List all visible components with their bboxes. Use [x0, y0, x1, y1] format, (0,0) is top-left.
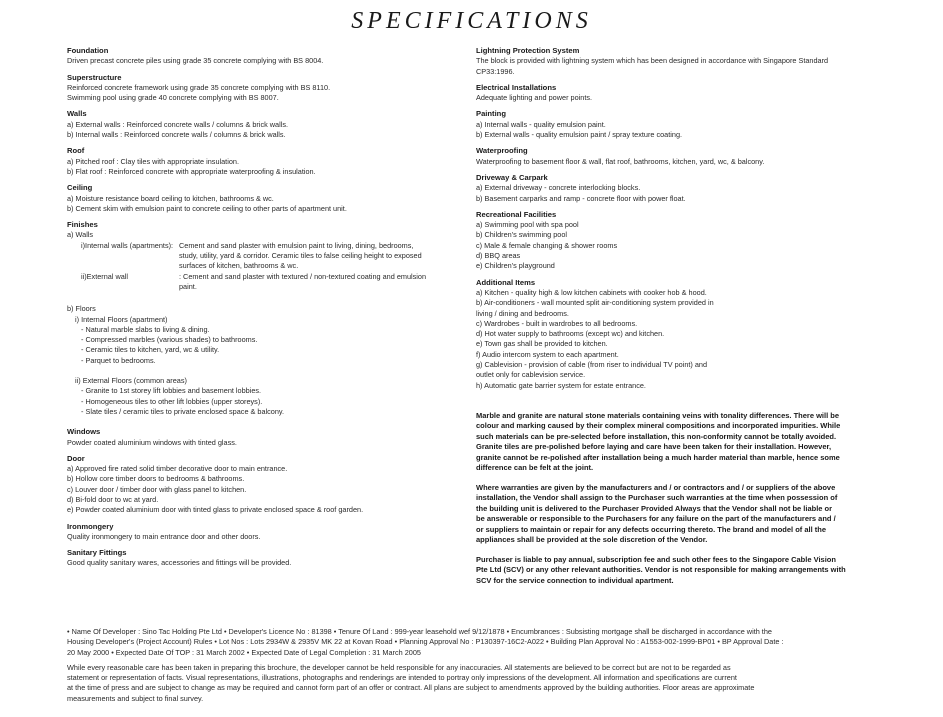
spec-line: Driven precast concrete piles using grade 35 concrete complying with BS 8004.	[67, 56, 324, 66]
spec-line: b) Internal walls : Reinforced concrete walls / columns & brick walls.	[67, 130, 286, 140]
footer-line: While every reasonable care has been taken in preparing this brochure, the developer cannot be held responsible for any inaccuracies. All statements are believed to be correct but are not to be regarded as	[67, 662, 731, 672]
marble-note	[476, 411, 874, 474]
section-title: Painting	[476, 109, 506, 119]
finish-desc	[179, 241, 467, 272]
section-title: Waterproofing	[476, 146, 528, 156]
note-line: Pte Ltd (SCV) or any other relevant authorities. Vendor is not responsible for making arrangements with	[476, 565, 846, 575]
note-line: granite cannot be re-polished after installation being a much harder material than marble, hence some	[476, 452, 840, 462]
spec-line: b) External walls - quality emulsion paint / spray texture coating.	[476, 130, 683, 140]
note-line: installation, the Vendor shall assign to the Purchaser such warranties at the time when possession of	[476, 493, 838, 503]
list-item: d) BBQ areas	[476, 251, 521, 261]
finishes-section	[67, 220, 467, 417]
spec-line: Quality ironmongery to main entrance door and other doors.	[67, 531, 261, 541]
finish-label: i)Internal walls (apartments):	[81, 240, 174, 250]
section-title: Walls	[67, 109, 87, 119]
list-item: a) Swimming pool with spa pool	[476, 220, 579, 230]
section-title: Finishes	[67, 220, 98, 230]
spec-line: b) Flat roof : Reinforced concrete with appropriate waterproofing & insulation.	[67, 166, 316, 176]
section-title: Superstructure	[67, 72, 122, 82]
recreational-section	[476, 210, 874, 272]
sub-heading: i) Internal Floors (apartment)	[75, 314, 168, 324]
note-line: Where warranties are given by the manufacturers and / or contractors and / or suppliers of the above	[476, 482, 836, 492]
note-line: Granite tiles are pre-polished before laying and care have been taken for their installation. However,	[476, 442, 832, 452]
list-item: g) Cablevision - provision of cable (from riser to individual TV point) and	[476, 360, 708, 370]
footer-line: 20 May 2000 • Expected Date Of TOP : 31 March 2002 • Expected Date of Legal Completion : 31 March 2005	[67, 647, 421, 657]
list-item: e) Town gas shall be provided to kitchen.	[476, 339, 608, 349]
disclaimer	[67, 663, 867, 704]
footer-line: Housing Developer's (Project Account) Rules • Lot Nos : Lots 2934W & 2935V MK 22 at Kovan Road • Planning Approval No : P130397-16C2-A022 • Building Plan Approval No : A1553-002-1999-BP01 • BP Approval Date :	[67, 637, 784, 647]
list-item: b) Children's swimming pool	[476, 230, 568, 240]
list-item: - Granite to 1st storey lift lobbies and basement lobbies.	[81, 386, 262, 396]
spec-line: c) Louver door / timber door with glass panel to kitchen.	[67, 484, 247, 494]
door-section	[67, 454, 467, 516]
section-title: Recreational Facilities	[476, 209, 557, 219]
spec-line: b) Hollow core timber doors to bedrooms & bathrooms.	[67, 474, 245, 484]
list-item: - Compressed marbles (various shades) to bathrooms.	[81, 335, 258, 345]
note-line: Marble and granite are natural stone materials containing veins with tonality differences. There will be	[476, 410, 840, 420]
spec-line: Powder coated aluminium windows with tinted glass.	[67, 437, 237, 447]
spec-line: a) Pitched roof : Clay tiles with appropriate insulation.	[67, 156, 239, 166]
footer-line: statement or representation of facts. Visual representations, illustrations, photographs and renderings are intended to portray only impressions of the development. All information and specifications are current	[67, 673, 737, 683]
list-item: - Slate tiles / ceramic tiles to private enclosed space & balcony.	[81, 406, 285, 416]
finish-row	[67, 272, 467, 293]
foundation-section	[67, 46, 467, 67]
section-title: Driveway & Carpark	[476, 172, 548, 182]
section-title: Additional Items	[476, 277, 536, 287]
section-title: Electrical Installations	[476, 82, 557, 92]
section-title: Windows	[67, 427, 101, 437]
windows-section	[67, 427, 467, 448]
spec-line: a) Moisture resistance board ceiling to kitchen, bathrooms & wc.	[67, 193, 274, 203]
note-line: SCV for the service connection to individual apartment.	[476, 575, 674, 585]
section-title: Door	[67, 453, 85, 463]
note-line: colour and marking caused by their complex mineral compositions and incorporated impurities. While	[476, 421, 841, 431]
spec-line: a) External driveway - concrete interlocking blocks.	[476, 183, 641, 193]
list-item: - Ceramic tiles to kitchen, yard, wc & utility.	[81, 345, 220, 355]
list-item: h) Automatic gate barrier system for estate entrance.	[476, 380, 646, 390]
note-line: difference can be felt at the joint.	[476, 463, 594, 473]
spec-line: Adequate lighting and power points.	[476, 93, 593, 103]
spec-line: b) Basement carparks and ramp - concrete floor with power float.	[476, 193, 686, 203]
additional-section	[476, 278, 874, 391]
spec-line: paint.	[179, 281, 197, 291]
spec-line: a) External walls : Reinforced concrete walls / columns & brick walls.	[67, 119, 289, 129]
section-title: Lightning Protection System	[476, 46, 580, 55]
list-item: - Homogeneous tiles to other lift lobbies (upper storeys).	[81, 396, 263, 406]
list-item: c) Male & female changing & shower rooms	[476, 240, 618, 250]
spec-line: CP33:1996.	[476, 66, 515, 76]
list-item: a) Kitchen - quality high & low kitchen cabinets with cooker hob & hood.	[476, 287, 707, 297]
list-item: - Natural marble slabs to living & dining.	[81, 324, 210, 334]
spec-line: d) Bi-fold door to wc at yard.	[67, 494, 159, 504]
spec-line: a) Approved fire rated solid timber decorative door to main entrance.	[67, 464, 288, 474]
finish-label: ii)External wall	[81, 271, 129, 281]
footer-line: measurements and subject to final survey.	[67, 693, 204, 703]
section-title: Foundation	[67, 46, 109, 55]
ironmongery-section	[67, 522, 467, 543]
superstructure-section	[67, 73, 467, 104]
list-item: living / dining and bedrooms.	[476, 308, 569, 318]
spec-line: Good quality sanitary wares, accessories and fittings will be provided.	[67, 558, 292, 568]
left-column	[67, 46, 467, 575]
list-item: d) Hot water supply to bathrooms (except wc) and kitchen.	[476, 329, 665, 339]
warranty-note	[476, 483, 874, 546]
ceiling-section	[67, 183, 467, 214]
spec-line: Waterproofing to basement floor & wall, flat roof, bathrooms, kitchen, yard, wc, & balcony.	[476, 156, 765, 166]
note-line: or suppliers to maintain or repair for any defects occurring thereto. The brand and model of all the	[476, 524, 827, 534]
footer	[67, 627, 867, 709]
painting-section	[476, 109, 874, 140]
spec-line: Swimming pool using grade 40 concrete complying with BS 8007.	[67, 93, 279, 103]
section-title: Roof	[67, 146, 85, 156]
section-title: Ceiling	[67, 183, 93, 193]
sanitary-section	[67, 548, 467, 569]
spec-line: Cement and sand plaster with emulsion paint to living, dining, bedrooms,	[179, 240, 414, 250]
electrical-section	[476, 83, 874, 104]
note-line: Purchaser is liable to pay annual, subscription fee and such other fees to the Singapore Cable Vision	[476, 554, 836, 564]
spec-line: : Cement and sand plaster with textured / non-textured coating and emulsion	[179, 271, 427, 281]
cable-note	[476, 555, 874, 587]
sub-heading: a) Walls	[67, 230, 94, 240]
section-title: Ironmongery	[67, 521, 114, 531]
waterproofing-section	[476, 146, 874, 167]
finish-desc	[179, 272, 467, 293]
footer-line: at the time of press and are subject to change as may be required and cannot form part of an offer or contract. All plans are subject to amendments approved by the building authorities. Floor areas are approximate	[67, 683, 755, 693]
spec-line: Reinforced concrete framework using grade 35 concrete complying with BS 8110.	[67, 82, 331, 92]
list-item: e) Children's playground	[476, 261, 555, 271]
right-column	[476, 46, 874, 595]
list-item: outlet only for cablevision service.	[476, 370, 586, 380]
spec-line: a) Internal walls - quality emulsion paint.	[476, 119, 606, 129]
note-line: appliances shall be provided at the sole discretion of the Vendor.	[476, 535, 708, 545]
sub-heading: b) Floors	[67, 304, 96, 314]
finish-row	[67, 241, 467, 272]
spec-line: e) Powder coated aluminium door with tinted glass to private enclosed space & roof garden.	[67, 505, 364, 515]
list-item: b) Air-conditioners - wall mounted split air-conditioning system provided in	[476, 298, 714, 308]
note-line: such materials can be pre-selected before installation, this non-conformity cannot be totally avoided.	[476, 431, 837, 441]
spec-line: surfaces of kitchen, bathrooms & wc.	[179, 261, 299, 271]
list-item: - Parquet to bedrooms.	[81, 355, 156, 365]
footer-line: • Name Of Developer : Sino Tac Holding Pte Ltd • Developer's Licence No : 81398 • Tenure Of Land : 999-year leasehold wef 9/12/1878 • Encumbrances : Subsisting mortgage shall be discharged in accordance with the	[67, 627, 772, 636]
note-line: be answerable or responsible to the Purchasers for any failure on the part of the manufacturers and /	[476, 514, 836, 524]
developer-info	[67, 627, 867, 658]
spec-line: The block is provided with lightning system which has been designed in accordance with Singapore Standard	[476, 56, 829, 66]
sub-heading: ii) External Floors (common areas)	[75, 376, 187, 386]
spec-line: study, utility, yard & corridor. Ceramic tiles to false ceiling height to exposed	[179, 251, 422, 261]
roof-section	[67, 146, 467, 177]
walls-section	[67, 109, 467, 140]
note-line: the building unit is delivered to the Purchaser Provided Always that the Vendor shall not be liable or	[476, 503, 833, 513]
notes-block	[476, 411, 874, 587]
page-title: SPECIFICATIONS	[351, 8, 592, 34]
driveway-section	[476, 173, 874, 204]
list-item: f) Audio intercom system to each apartment.	[476, 349, 619, 359]
lightning-section	[476, 46, 874, 77]
spec-line: b) Cement skim with emulsion paint to concrete ceiling to other parts of apartment unit.	[67, 203, 347, 213]
list-item: c) Wardrobes - built in wardrobes to all bedrooms.	[476, 318, 638, 328]
section-title: Sanitary Fittings	[67, 548, 127, 558]
